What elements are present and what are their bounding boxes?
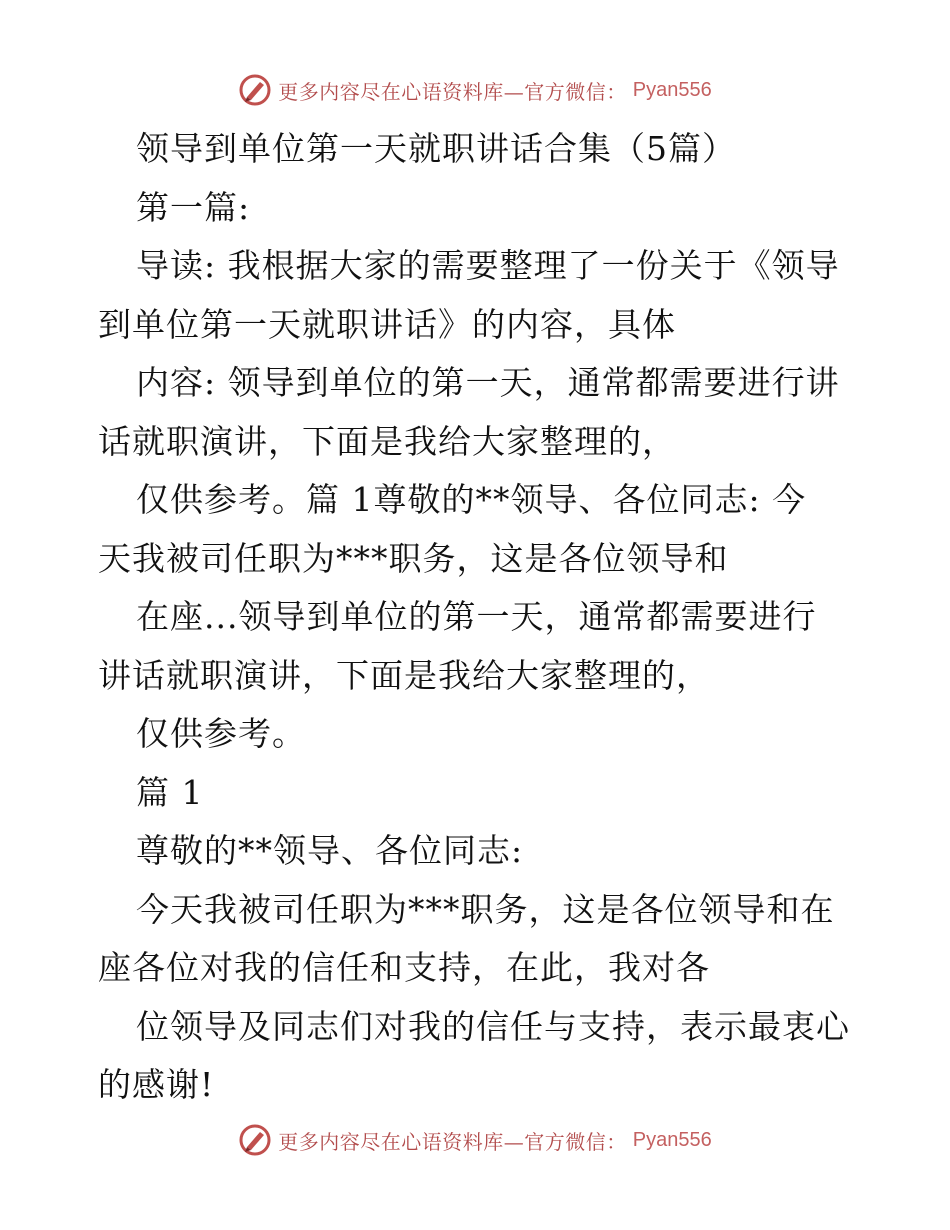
paragraph-line: 第一篇: <box>136 187 251 227</box>
paragraph-line: 导读: 我根据大家的需要整理了一份关于《领导 <box>136 246 840 285</box>
paragraph-line: 在座...领导到单位的第一天，通常都需要进行 <box>136 597 817 636</box>
paragraph-line: 篇 1 <box>136 772 204 812</box>
paragraph-line: 位领导及同志们对我的信任与支持，表示最衷心 <box>136 1006 850 1046</box>
paragraph-line: 到单位第一天就职讲话》的内容，具体 <box>98 304 676 344</box>
paragraph-line: 座各位对我的信任和支持，在此，我对各 <box>98 948 710 987</box>
pen-circle-logo-icon <box>238 1123 272 1157</box>
paragraph-line: 内容: 领导到单位的第一天，通常都需要进行讲 <box>136 363 840 402</box>
document-body <box>98 120 858 1115</box>
paragraph-line: 仅供参考。篇 1尊敬的**领导、各位同志: 今 <box>136 480 807 519</box>
paragraph-line: 的感谢! <box>98 1065 215 1104</box>
footer-banner-handle: Pyan556 <box>632 1128 712 1151</box>
footer-banner-inner <box>238 1123 711 1157</box>
pen-circle-logo-icon <box>238 73 272 107</box>
header-banner-text: 更多内容尽在心语资料库—官方微信： <box>278 79 627 104</box>
header-banner <box>0 70 950 110</box>
footer-banner <box>0 1120 950 1160</box>
paragraph-line: 今天我被司任职为***职务，这是各位领导和在 <box>136 889 835 929</box>
paragraph-line: 仅供参考。 <box>136 714 306 753</box>
footer-banner-text: 更多内容尽在心语资料库—官方微信： <box>278 1129 627 1154</box>
document-title: 领导到单位第一天就职讲话合集（5篇） <box>136 129 736 168</box>
paragraph-line: 讲话就职演讲，下面是我给大家整理的， <box>98 655 710 695</box>
paragraph-line: 天我被司任职为***职务，这是各位领导和 <box>98 538 729 578</box>
paragraph-line: 话就职演讲，下面是我给大家整理的， <box>98 421 676 461</box>
paragraph-line: 尊敬的**领导、各位同志: <box>136 831 524 870</box>
header-banner-inner <box>238 73 711 107</box>
header-banner-handle: Pyan556 <box>632 78 712 101</box>
